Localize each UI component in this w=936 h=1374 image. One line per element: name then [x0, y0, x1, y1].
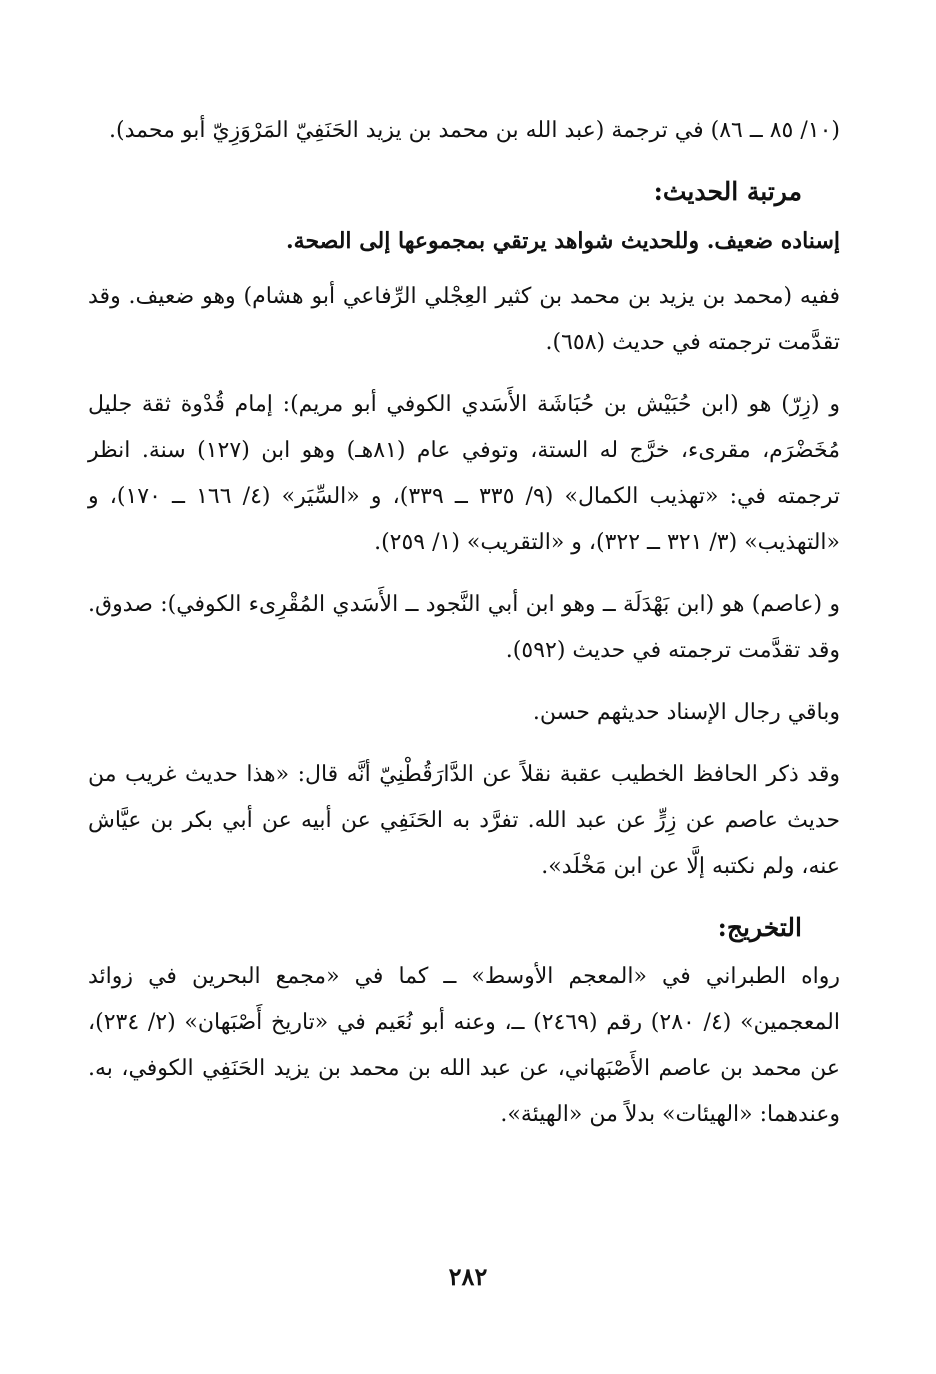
paragraph-takhrij-sources: رواه الطبراني في «المعجم الأوسط» ــ كما في «مجمع البحرين في زوائد المعجمين» (٤/ ٢٨٠) رقم (٢٤٦٩) ــ، وعنه أبو نُعَيم في «تاريخ أَصْبَهان» (٢/ ٢٣٤)، عن محمد بن عاصم الأَصْبَهاني، عن عبد الله بن محمد بن يزيد الحَنَفِي الكوفي، به. وعندهما: «الهيئات» بدلاً من «الهيئة». [88, 964, 840, 1127]
paragraph-khatib-note: وقد ذكر الحافظ الخطيب عقبة نقلاً عن الدَّارَقُطْنِيّ أنَّه قال: «هذا حديث غريب من حديث عاصم عن زِرٍّ عن عبد الله. تفرَّد به الحَنَفِي عن أبيه عن أبي بكر بن عيَّاش عنه، ولم نكتبه إلَّا عن ابن مَخْلَد». [88, 762, 840, 879]
paragraph-narrator-muhammad: ففيه (محمد بن يزيد بن محمد بن كثير العِجْلي الرِّفاعي أبو هشام) وهو ضعيف. وقد تقدَّمت ترجمته في حديث (٦٥٨). [88, 284, 840, 355]
section-heading-hadith-rank: مرتبة الحديث: [653, 177, 802, 206]
page-number: ٢٨٢ [448, 1262, 488, 1291]
paragraph-narrator-asim: و (عاصم) هو (ابن بَهْدَلَة ــ وهو ابن أبي النَّجود ــ الأَسَدي المُقْرِىء الكوفي): صدوق. وقد تقدَّمت ترجمته في حديث (٥٩٢). [88, 592, 840, 663]
section-heading-takhrij: التخريج: [717, 913, 802, 942]
paragraph-narrator-zirr: و (زِرّ) هو (ابن حُبَيْش بن حُبَاشَة الأَسَدي الكوفي أبو مريم): إمام قُدْوة ثقة جليل مُخَضْرَم، مقرىء، خرَّج له الستة، وتوفي عام (٨١هـ) وهو ابن (١٢٧) سنة. انظر ترجمته في: «تهذيب الكمال» (٩/ ٣٣٥ ــ ٣٣٩)، و «السِّيَر» (٤/ ١٦٦ ــ ١٧٠)، و «التهذيب» (٣/ ٣٢١ ــ ٣٢٢)، و «التقريب» (١/ ٢٥٩). [88, 392, 840, 555]
paragraph-citation: (١٠/ ٨٥ ــ ٨٦) في ترجمة (عبد الله بن محمد بن يزيد الحَنَفِيّ المَرْوَزِيّ أبو محمد). [109, 118, 840, 143]
paragraph-isnad-verdict: إسناده ضعيف. وللحديث شواهد يرتقي بمجموعها إلى الصحة. [286, 228, 840, 254]
page-body [88, 108, 840, 1154]
paragraph-remaining-narrators: وباقي رجال الإسناد حديثهم حسن. [532, 700, 840, 725]
